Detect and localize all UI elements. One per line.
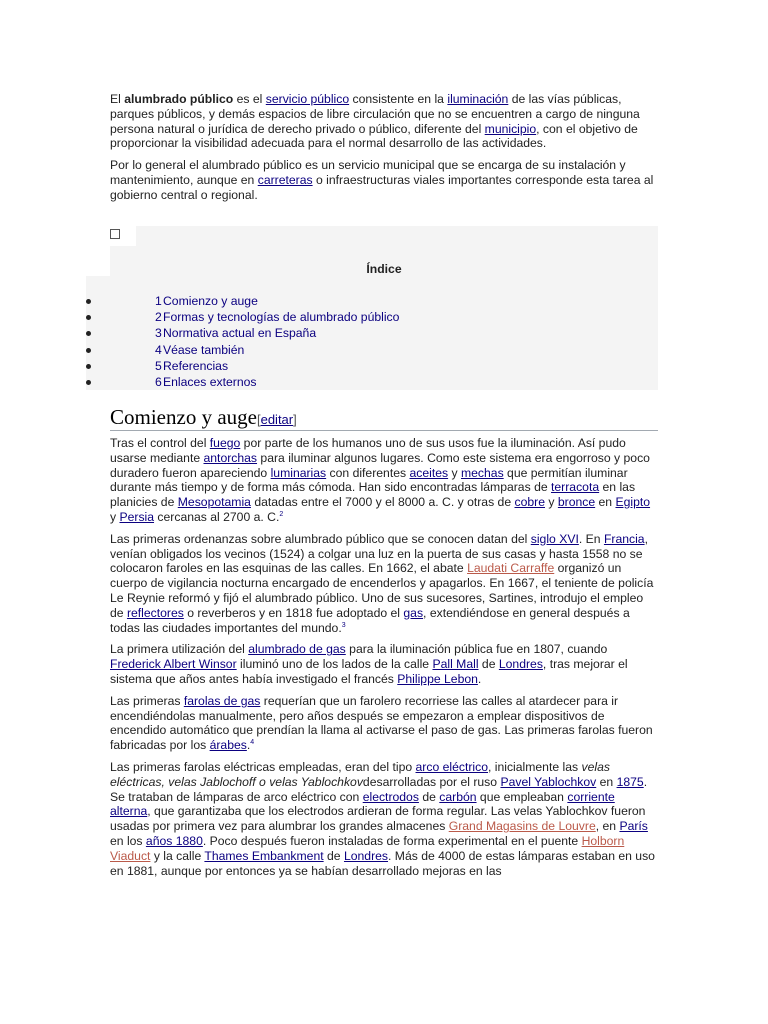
text: y xyxy=(545,495,558,510)
toc-number: 3 xyxy=(155,326,162,341)
toc-link[interactable]: Comienzo y auge xyxy=(163,294,258,308)
text: , tras mejorar el sistema que años antes había investigado el francés xyxy=(110,657,628,686)
text: para la iluminación pública fue en 1807, cuando xyxy=(345,642,608,657)
text: organizó un cuerpo de vigilancia nocturna encargado de encenderlos y apagarlos. En 1667, el teniente de policía Le Reynie reformó y fijó el alumbrado público. Uno de sus sucesores, Sartines, introdujo el empleo de xyxy=(110,561,654,620)
text: en las planicies de xyxy=(110,480,636,510)
text: , en xyxy=(595,819,620,834)
link-reflectores[interactable]: reflectores xyxy=(126,605,184,620)
reference-link[interactable]: 4 xyxy=(250,739,255,747)
text: por parte de los humanos uno de sus usos fue la iluminación. Así pudo usarse mediante xyxy=(110,436,626,465)
text: . Se trataban de lámparas de arco eléctrico con xyxy=(110,774,648,804)
text: con diferentes xyxy=(326,465,410,480)
reference-link[interactable]: 2 xyxy=(279,510,284,518)
link-londres[interactable]: Londres xyxy=(343,848,389,863)
link-arabes[interactable]: árabes xyxy=(209,738,247,753)
text: . xyxy=(477,671,482,686)
text: de xyxy=(418,789,440,804)
text: iluminó uno de los lados de la calle xyxy=(236,657,433,672)
text: desarrolladas por el ruso xyxy=(362,774,501,789)
text: , que garantizaba que los electrodos ardieran de forma regular. Las velas Yablochkov fueron usadas por primera vez para alumbrar los grandes almacenes xyxy=(110,804,646,834)
text: que permitían iluminar durante más tiempo y de forma más cómoda. Han sido encontradas lámparas de xyxy=(110,465,628,495)
link-pall-mall[interactable]: Pall Mall xyxy=(432,657,479,672)
bracket: ] xyxy=(293,412,297,427)
link-terracota[interactable]: terracota xyxy=(551,480,600,495)
text: Tras el control del xyxy=(110,436,210,450)
edit-section xyxy=(257,412,297,427)
text: datadas entre el 7000 y el 8000 a. C. y otras de xyxy=(250,495,515,510)
text: , extendiéndose en general después a todas las ciudades importantes del mundo. xyxy=(110,605,630,635)
section-paragraph-3 xyxy=(110,642,658,686)
text: que empleaban xyxy=(476,789,568,804)
link-londres[interactable]: Londres xyxy=(498,657,543,672)
link-luminarias[interactable]: luminarias xyxy=(270,465,327,480)
link-pavel-yablochkov[interactable]: Pavel Yablochkov xyxy=(500,774,597,789)
toc-link[interactable]: Véase también xyxy=(163,342,245,357)
text: y xyxy=(448,465,461,480)
link-carbon[interactable]: carbón xyxy=(439,789,477,804)
text: La primera utilización del xyxy=(110,642,249,657)
link-siglo-xvi[interactable]: siglo XVI xyxy=(530,531,579,546)
text: de xyxy=(478,657,499,672)
reference-link[interactable]: 3 xyxy=(341,621,346,629)
section-title: Comienzo y auge xyxy=(110,405,257,429)
toc-link[interactable]: Enlaces externos xyxy=(163,374,257,389)
toc-number: 1 xyxy=(155,294,162,308)
link-electrodos[interactable]: electrodos xyxy=(362,789,419,804)
link-aceites[interactable]: aceites xyxy=(409,465,449,480)
article-intro xyxy=(110,92,658,210)
text: , inicialmente las xyxy=(488,759,582,774)
link-philippe-lebon[interactable]: Philippe Lebon xyxy=(397,671,478,686)
text: Las primeras xyxy=(110,693,184,708)
link-thames-embankment[interactable]: Thames Embankment xyxy=(204,848,324,863)
link-grand-magasins-de-louvre[interactable]: Grand Magasins de Louvre xyxy=(448,819,596,834)
bold-term: alumbrado público xyxy=(124,92,234,106)
intro-paragraph-2 xyxy=(110,158,658,202)
link-iluminacion[interactable]: iluminación xyxy=(447,92,509,106)
toc-link[interactable]: Formas y tecnologías de alumbrado público xyxy=(163,310,400,325)
text: El xyxy=(110,92,125,106)
reference-marker xyxy=(250,739,254,746)
link-farolas-de-gas[interactable]: farolas de gas xyxy=(183,693,261,708)
text: . Poco después fueron instaladas de forma experimental en el puente xyxy=(202,833,582,848)
reference-marker xyxy=(342,622,346,629)
text: de xyxy=(323,848,344,863)
bracket: [ xyxy=(256,412,261,427)
text: en xyxy=(595,495,616,510)
bullet-icon xyxy=(86,299,91,304)
text: en xyxy=(596,774,617,789)
link-arco-electrico[interactable]: arco eléctrico xyxy=(415,759,488,774)
text: o reverberos y en 1818 fue adoptado el xyxy=(183,605,404,620)
text: , con el objetivo de proporcionar la visibilidad adecuada para el normal desarrollo de las actividades. xyxy=(110,121,638,151)
text: , venían obligados los vecinos (1524) a colgar una luz en la puerta de sus casas y hasta 1558 no se colocaron faroles en las esquinas de las calles. En 1662, el abate xyxy=(110,531,648,576)
text: en los xyxy=(110,833,146,848)
link-gas[interactable]: gas xyxy=(403,605,424,620)
link-paris[interactable]: París xyxy=(619,819,648,834)
section-paragraph-5 xyxy=(110,760,658,878)
link-alumbrado-de-gas[interactable]: alumbrado de gas xyxy=(248,642,346,657)
section-paragraph-2 xyxy=(110,532,658,636)
toc-number: 5 xyxy=(155,358,162,373)
text: de las vías públicas, parques públicos, y demás espacios de libre circulación que no se encuentren a cargo de ninguna persona natural o jurídica de derecho privado o público, diferente del xyxy=(110,92,640,136)
toc-title: Índice xyxy=(366,262,402,276)
bullet-icon xyxy=(86,348,91,353)
toc-number: 4 xyxy=(155,342,162,357)
link-mechas[interactable]: mechas xyxy=(460,465,504,480)
text: y la calle xyxy=(150,848,205,863)
link-egipto[interactable]: Egipto xyxy=(615,495,651,510)
link-bronce[interactable]: bronce xyxy=(557,495,596,510)
section-paragraph-1 xyxy=(110,436,658,525)
text: es el xyxy=(233,92,266,106)
text: consistente en la xyxy=(349,92,448,106)
link-antorchas[interactable]: antorchas xyxy=(203,450,258,465)
toc-number: 6 xyxy=(155,374,162,389)
link-persia[interactable]: Persia xyxy=(119,509,155,524)
text: requerían que un farolero recorriese las calles al atardecer para ir encendiéndolas manualmente, pero años después se empezaron a emplear dispositivos de encendido automático que prendían la llama al activarse el paso de gas. Las primeras farolas fueron fabricadas por los xyxy=(110,693,653,753)
text: Por lo general el alumbrado público es un servicio municipal que se encarga de su instalación y mantenimiento, aunque en xyxy=(110,158,626,187)
section-paragraph-4 xyxy=(110,694,658,753)
link-servicio-publico[interactable]: servicio público xyxy=(265,92,350,106)
link-frederick-albert-winsor[interactable]: Frederick Albert Winsor xyxy=(110,657,237,672)
text: . xyxy=(246,738,251,753)
text: y xyxy=(110,509,120,524)
link-anos-1880[interactable]: años 1880 xyxy=(145,833,203,848)
link-cobre[interactable]: cobre xyxy=(514,495,545,510)
toc-corner xyxy=(86,226,110,276)
edit-link[interactable]: editar xyxy=(260,412,294,427)
section-body xyxy=(110,436,658,885)
bullet-icon xyxy=(86,380,91,385)
link-carreteras[interactable]: carreteras xyxy=(257,172,313,187)
link-holborn-viaduct[interactable]: Holborn Viaduct xyxy=(110,833,625,863)
reference-marker xyxy=(279,511,283,518)
link-francia[interactable]: Francia xyxy=(603,531,645,546)
section-heading xyxy=(110,404,658,431)
text: cercanas al 2700 a. C. xyxy=(154,509,280,524)
text: Las primeras farolas eléctricas empleadas, eran del tipo xyxy=(110,759,416,774)
toc-link[interactable]: Referencias xyxy=(163,358,229,373)
text: o infraestructuras viales importantes corresponde esta tarea al gobierno central o regional. xyxy=(110,172,654,202)
toc-link[interactable]: Normativa actual en España xyxy=(163,326,317,341)
link-mesopotamia[interactable]: Mesopotamia xyxy=(177,495,251,510)
text: Las primeras ordenanzas sobre alumbrado público que se conocen datan del xyxy=(110,531,531,546)
toc-toggle-checkbox[interactable] xyxy=(110,229,120,239)
link-laudati-carraffe[interactable]: Laudati Carraffe xyxy=(467,561,555,576)
link-1875[interactable]: 1875 xyxy=(616,774,644,789)
toc-number: 2 xyxy=(155,310,162,325)
link-corriente-alterna[interactable]: corriente alterna xyxy=(110,789,615,819)
bullet-icon xyxy=(86,364,91,369)
link-fuego[interactable]: fuego xyxy=(209,436,241,450)
italic-text: velas eléctricas, velas Jablochoff o velas Yablochkov xyxy=(110,759,610,789)
intro-paragraph-1 xyxy=(110,92,658,151)
text: . Más de 4000 de estas lámparas estaban en uso en 1881, aunque por entonces ya se habían desarrollado mejoras en las xyxy=(110,848,655,878)
text: . En xyxy=(578,531,604,546)
link-municipio[interactable]: municipio xyxy=(484,121,537,136)
text: para iluminar algunos lugares. Como este sistema era engorroso y poco duradero fueron apareciendo xyxy=(110,450,650,480)
